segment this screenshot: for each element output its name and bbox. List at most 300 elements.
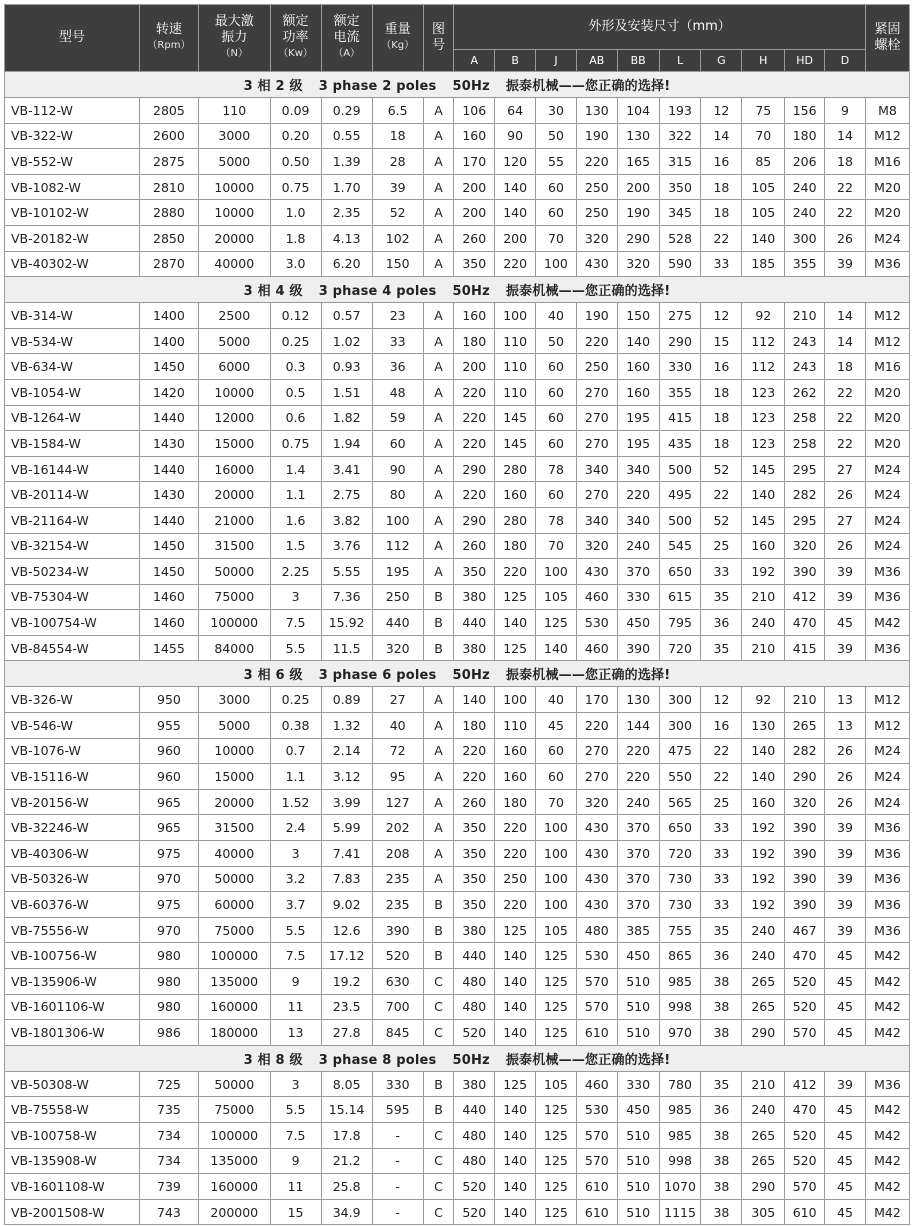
value-cell: 59 bbox=[372, 405, 423, 431]
value-cell: B bbox=[423, 610, 454, 636]
value-cell: 470 bbox=[785, 610, 825, 636]
value-cell: 470 bbox=[785, 943, 825, 969]
value-cell: M24 bbox=[865, 533, 909, 559]
table-row bbox=[5, 98, 910, 124]
value-cell: 0.3 bbox=[270, 354, 321, 380]
value-cell: 1.5 bbox=[270, 533, 321, 559]
value-cell: 27 bbox=[825, 507, 866, 533]
value-cell: 125 bbox=[536, 1148, 577, 1174]
value-cell: 7.83 bbox=[321, 866, 372, 892]
value-cell: 200 bbox=[454, 354, 495, 380]
value-cell: 290 bbox=[742, 1174, 785, 1200]
value-cell: 320 bbox=[576, 225, 617, 251]
value-cell: 0.5 bbox=[270, 379, 321, 405]
value-cell: 64 bbox=[495, 98, 536, 124]
value-cell: 1400 bbox=[139, 328, 198, 354]
value-cell: 440 bbox=[454, 943, 495, 969]
value-cell: 270 bbox=[576, 379, 617, 405]
value-cell: 140 bbox=[495, 1174, 536, 1200]
value-cell: 570 bbox=[576, 969, 617, 995]
value-cell: 1.02 bbox=[321, 328, 372, 354]
value-cell: 250 bbox=[372, 584, 423, 610]
value-cell: 112 bbox=[372, 533, 423, 559]
value-cell: 480 bbox=[454, 994, 495, 1020]
value-cell: 160000 bbox=[199, 1174, 270, 1200]
value-cell: 3 bbox=[270, 584, 321, 610]
value-cell: 320 bbox=[617, 251, 659, 277]
value-cell: 185 bbox=[742, 251, 785, 277]
value-cell: M20 bbox=[865, 174, 909, 200]
table-row bbox=[5, 994, 910, 1020]
value-cell: 350 bbox=[454, 251, 495, 277]
value-cell: 6.5 bbox=[372, 98, 423, 124]
value-cell: 39 bbox=[825, 635, 866, 661]
value-cell: 385 bbox=[617, 917, 659, 943]
value-cell: 0.7 bbox=[270, 738, 321, 764]
value-cell: M12 bbox=[865, 328, 909, 354]
value-cell: 320 bbox=[372, 635, 423, 661]
value-cell: 160 bbox=[495, 764, 536, 790]
value-cell: 45 bbox=[825, 610, 866, 636]
model-cell: VB-534-W bbox=[5, 328, 140, 354]
value-cell: 145 bbox=[495, 431, 536, 457]
value-cell: 0.55 bbox=[321, 123, 372, 149]
table-row bbox=[5, 610, 910, 636]
value-cell: 450 bbox=[617, 943, 659, 969]
value-cell: 380 bbox=[454, 917, 495, 943]
section-cn: 3 相 4 级 bbox=[243, 284, 303, 300]
value-cell: A bbox=[423, 405, 454, 431]
value-cell: 200 bbox=[617, 174, 659, 200]
table-row bbox=[5, 866, 910, 892]
model-cell: VB-16144-W bbox=[5, 456, 140, 482]
value-cell: 955 bbox=[139, 713, 198, 739]
value-cell: 130 bbox=[617, 687, 659, 713]
value-cell: B bbox=[423, 1071, 454, 1097]
value-cell: 595 bbox=[372, 1097, 423, 1123]
value-cell: 610 bbox=[576, 1174, 617, 1200]
table-row bbox=[5, 431, 910, 457]
value-cell: 0.75 bbox=[270, 174, 321, 200]
value-cell: 210 bbox=[785, 687, 825, 713]
value-cell: 190 bbox=[617, 200, 659, 226]
model-cell: VB-75558-W bbox=[5, 1097, 140, 1123]
value-cell: 220 bbox=[576, 149, 617, 175]
value-cell: 45 bbox=[825, 1199, 866, 1225]
value-cell: 390 bbox=[785, 892, 825, 918]
table-row bbox=[5, 533, 910, 559]
value-cell: 18 bbox=[701, 200, 742, 226]
header-power: 额定功率 （Kw） bbox=[270, 5, 321, 72]
value-cell: 1.52 bbox=[270, 789, 321, 815]
value-cell: 700 bbox=[372, 994, 423, 1020]
value-cell: 15 bbox=[701, 328, 742, 354]
value-cell: A bbox=[423, 251, 454, 277]
value-cell: 40000 bbox=[199, 841, 270, 867]
model-cell: VB-40306-W bbox=[5, 841, 140, 867]
value-cell: 21000 bbox=[199, 507, 270, 533]
value-cell: 2880 bbox=[139, 200, 198, 226]
value-cell: 60 bbox=[372, 431, 423, 457]
value-cell: M36 bbox=[865, 917, 909, 943]
value-cell: 160 bbox=[454, 123, 495, 149]
value-cell: A bbox=[423, 815, 454, 841]
value-cell: 36 bbox=[701, 610, 742, 636]
model-cell: VB-552-W bbox=[5, 149, 140, 175]
value-cell: 10000 bbox=[199, 174, 270, 200]
value-cell: 100 bbox=[372, 507, 423, 533]
value-cell: 795 bbox=[659, 610, 701, 636]
value-cell: 430 bbox=[576, 866, 617, 892]
value-cell: A bbox=[423, 354, 454, 380]
value-cell: 1.51 bbox=[321, 379, 372, 405]
value-cell: 45 bbox=[825, 1174, 866, 1200]
value-cell: 1450 bbox=[139, 559, 198, 585]
table-row bbox=[5, 917, 910, 943]
value-cell: 734 bbox=[139, 1122, 198, 1148]
value-cell: 980 bbox=[139, 994, 198, 1020]
value-cell: 78 bbox=[536, 507, 577, 533]
header-dim-b: B bbox=[495, 50, 536, 72]
model-cell: VB-100754-W bbox=[5, 610, 140, 636]
value-cell: 985 bbox=[659, 1122, 701, 1148]
table-body bbox=[5, 72, 910, 1225]
value-cell: 156 bbox=[785, 98, 825, 124]
value-cell: A bbox=[423, 123, 454, 149]
value-cell: 3.76 bbox=[321, 533, 372, 559]
value-cell: A bbox=[423, 533, 454, 559]
value-cell: 33 bbox=[372, 328, 423, 354]
value-cell: 2600 bbox=[139, 123, 198, 149]
value-cell: 105 bbox=[742, 200, 785, 226]
value-cell: 220 bbox=[576, 713, 617, 739]
value-cell: 20000 bbox=[199, 482, 270, 508]
value-cell: 7.41 bbox=[321, 841, 372, 867]
header-dimensions: 外形及安装尺寸（mm） bbox=[454, 5, 866, 50]
value-cell: 35 bbox=[701, 917, 742, 943]
value-cell: 90 bbox=[372, 456, 423, 482]
value-cell: 0.6 bbox=[270, 405, 321, 431]
value-cell: 282 bbox=[785, 738, 825, 764]
value-cell: B bbox=[423, 1097, 454, 1123]
value-cell: 1430 bbox=[139, 482, 198, 508]
value-cell: 12.6 bbox=[321, 917, 372, 943]
model-cell: VB-84554-W bbox=[5, 635, 140, 661]
value-cell: 140 bbox=[495, 969, 536, 995]
header-bolt: 紧固螺栓 bbox=[865, 5, 909, 72]
value-cell: 295 bbox=[785, 456, 825, 482]
value-cell: 220 bbox=[495, 841, 536, 867]
value-cell: 510 bbox=[617, 994, 659, 1020]
model-cell: VB-1264-W bbox=[5, 405, 140, 431]
value-cell: 240 bbox=[785, 200, 825, 226]
value-cell: 240 bbox=[785, 174, 825, 200]
header-speed: 转速 （Rpm） bbox=[139, 5, 198, 72]
value-cell: 1115 bbox=[659, 1199, 701, 1225]
value-cell: 38 bbox=[701, 1122, 742, 1148]
value-cell: 720 bbox=[659, 841, 701, 867]
value-cell: 220 bbox=[495, 251, 536, 277]
header-dim-a: A bbox=[454, 50, 495, 72]
section-cn: 3 相 2 级 bbox=[243, 79, 303, 94]
value-cell: 3000 bbox=[199, 123, 270, 149]
value-cell: 3.41 bbox=[321, 456, 372, 482]
value-cell: 45 bbox=[536, 713, 577, 739]
value-cell: 1.8 bbox=[270, 225, 321, 251]
value-cell: 5000 bbox=[199, 149, 270, 175]
value-cell: 570 bbox=[576, 1148, 617, 1174]
value-cell: 38 bbox=[701, 1020, 742, 1046]
value-cell: 220 bbox=[495, 892, 536, 918]
section-heading bbox=[5, 277, 910, 303]
header-dim-h: H bbox=[742, 50, 785, 72]
value-cell: 290 bbox=[454, 507, 495, 533]
value-cell: 570 bbox=[785, 1020, 825, 1046]
value-cell: 975 bbox=[139, 892, 198, 918]
value-cell: M36 bbox=[865, 584, 909, 610]
value-cell: 125 bbox=[536, 1199, 577, 1225]
value-cell: 140 bbox=[495, 994, 536, 1020]
value-cell: 12 bbox=[701, 687, 742, 713]
table-row bbox=[5, 149, 910, 175]
value-cell: M8 bbox=[865, 98, 909, 124]
value-cell: 1.4 bbox=[270, 456, 321, 482]
value-cell: 350 bbox=[454, 559, 495, 585]
value-cell: 18 bbox=[825, 149, 866, 175]
value-cell: 150 bbox=[617, 303, 659, 329]
value-cell: 26 bbox=[825, 482, 866, 508]
value-cell: 15.14 bbox=[321, 1097, 372, 1123]
value-cell: 480 bbox=[454, 1122, 495, 1148]
value-cell: 18 bbox=[701, 174, 742, 200]
value-cell: 243 bbox=[785, 354, 825, 380]
value-cell: 100000 bbox=[199, 1122, 270, 1148]
value-cell: 1460 bbox=[139, 610, 198, 636]
value-cell: 7.5 bbox=[270, 943, 321, 969]
value-cell: A bbox=[423, 866, 454, 892]
value-cell: 25.8 bbox=[321, 1174, 372, 1200]
value-cell: 92 bbox=[742, 687, 785, 713]
value-cell: 467 bbox=[785, 917, 825, 943]
model-cell: VB-2001508-W bbox=[5, 1199, 140, 1225]
value-cell: 265 bbox=[785, 713, 825, 739]
value-cell: 720 bbox=[659, 635, 701, 661]
model-cell: VB-135906-W bbox=[5, 969, 140, 995]
value-cell: M36 bbox=[865, 892, 909, 918]
value-cell: 190 bbox=[576, 123, 617, 149]
value-cell: 970 bbox=[659, 1020, 701, 1046]
value-cell: M42 bbox=[865, 1174, 909, 1200]
section-hz: 50Hz bbox=[452, 668, 490, 684]
value-cell: 1.32 bbox=[321, 713, 372, 739]
value-cell: 412 bbox=[785, 1071, 825, 1097]
value-cell: 250 bbox=[576, 200, 617, 226]
value-cell: 1450 bbox=[139, 533, 198, 559]
model-cell: VB-1601108-W bbox=[5, 1174, 140, 1200]
value-cell: 2.25 bbox=[270, 559, 321, 585]
value-cell: 430 bbox=[576, 251, 617, 277]
value-cell: 240 bbox=[617, 789, 659, 815]
value-cell: 220 bbox=[454, 431, 495, 457]
value-cell: 210 bbox=[742, 635, 785, 661]
value-cell: 270 bbox=[576, 482, 617, 508]
value-cell: 125 bbox=[495, 635, 536, 661]
value-cell: M36 bbox=[865, 815, 909, 841]
value-cell: - bbox=[372, 1122, 423, 1148]
value-cell: 52 bbox=[372, 200, 423, 226]
value-cell: 16 bbox=[701, 149, 742, 175]
value-cell: M42 bbox=[865, 1122, 909, 1148]
value-cell: 125 bbox=[536, 610, 577, 636]
value-cell: 305 bbox=[742, 1199, 785, 1225]
value-cell: 200 bbox=[495, 225, 536, 251]
table-row bbox=[5, 841, 910, 867]
header-dim-d: D bbox=[825, 50, 866, 72]
value-cell: 3000 bbox=[199, 687, 270, 713]
value-cell: 130 bbox=[742, 713, 785, 739]
value-cell: 390 bbox=[785, 866, 825, 892]
value-cell: 140 bbox=[495, 200, 536, 226]
value-cell: 9.02 bbox=[321, 892, 372, 918]
value-cell: 743 bbox=[139, 1199, 198, 1225]
value-cell: M24 bbox=[865, 456, 909, 482]
value-cell: A bbox=[423, 431, 454, 457]
value-cell: 370 bbox=[617, 892, 659, 918]
value-cell: 970 bbox=[139, 866, 198, 892]
value-cell: 48 bbox=[372, 379, 423, 405]
value-cell: 52 bbox=[701, 456, 742, 482]
value-cell: A bbox=[423, 149, 454, 175]
value-cell: 1430 bbox=[139, 431, 198, 457]
value-cell: 975 bbox=[139, 841, 198, 867]
value-cell: 150 bbox=[372, 251, 423, 277]
table-row bbox=[5, 405, 910, 431]
value-cell: 1.1 bbox=[270, 482, 321, 508]
value-cell: 160 bbox=[742, 533, 785, 559]
value-cell: 315 bbox=[659, 149, 701, 175]
value-cell: 38 bbox=[701, 1199, 742, 1225]
value-cell: 160 bbox=[495, 482, 536, 508]
value-cell: 135000 bbox=[199, 1148, 270, 1174]
value-cell: 390 bbox=[785, 841, 825, 867]
model-cell: VB-50326-W bbox=[5, 866, 140, 892]
value-cell: 100 bbox=[495, 303, 536, 329]
value-cell: 5.99 bbox=[321, 815, 372, 841]
value-cell: 50000 bbox=[199, 866, 270, 892]
value-cell: 7.5 bbox=[270, 1122, 321, 1148]
value-cell: 5.5 bbox=[270, 635, 321, 661]
value-cell: 0.29 bbox=[321, 98, 372, 124]
value-cell: 180 bbox=[495, 533, 536, 559]
value-cell: 220 bbox=[495, 559, 536, 585]
value-cell: 26 bbox=[825, 764, 866, 790]
value-cell: 2805 bbox=[139, 98, 198, 124]
value-cell: 14 bbox=[825, 123, 866, 149]
value-cell: 210 bbox=[742, 1071, 785, 1097]
value-cell: C bbox=[423, 1122, 454, 1148]
section-hz: 50Hz bbox=[452, 79, 490, 94]
table-row bbox=[5, 1174, 910, 1200]
value-cell: M36 bbox=[865, 251, 909, 277]
value-cell: 165 bbox=[617, 149, 659, 175]
value-cell: 1.39 bbox=[321, 149, 372, 175]
value-cell: 340 bbox=[576, 456, 617, 482]
value-cell: 160 bbox=[617, 379, 659, 405]
value-cell: 38 bbox=[701, 1148, 742, 1174]
value-cell: 250 bbox=[576, 354, 617, 380]
value-cell: 2870 bbox=[139, 251, 198, 277]
model-cell: VB-112-W bbox=[5, 98, 140, 124]
value-cell: 39 bbox=[825, 584, 866, 610]
value-cell: 965 bbox=[139, 815, 198, 841]
value-cell: 35 bbox=[701, 1071, 742, 1097]
value-cell: 520 bbox=[372, 943, 423, 969]
value-cell: 220 bbox=[454, 379, 495, 405]
value-cell: A bbox=[423, 98, 454, 124]
value-cell: 16000 bbox=[199, 456, 270, 482]
section-heading bbox=[5, 1045, 910, 1071]
value-cell: 520 bbox=[454, 1020, 495, 1046]
value-cell: 965 bbox=[139, 789, 198, 815]
value-cell: 610 bbox=[576, 1199, 617, 1225]
value-cell: 415 bbox=[785, 635, 825, 661]
value-cell: 39 bbox=[825, 251, 866, 277]
value-cell: 1440 bbox=[139, 507, 198, 533]
value-cell: 22 bbox=[701, 764, 742, 790]
value-cell: M16 bbox=[865, 149, 909, 175]
value-cell: 50 bbox=[536, 123, 577, 149]
value-cell: 1.6 bbox=[270, 507, 321, 533]
value-cell: A bbox=[423, 764, 454, 790]
value-cell: 18 bbox=[701, 431, 742, 457]
value-cell: 11.5 bbox=[321, 635, 372, 661]
header-dim-g: G bbox=[701, 50, 742, 72]
value-cell: A bbox=[423, 738, 454, 764]
value-cell: 140 bbox=[536, 635, 577, 661]
value-cell: M42 bbox=[865, 969, 909, 995]
value-cell: 123 bbox=[742, 405, 785, 431]
value-cell: A bbox=[423, 225, 454, 251]
value-cell: 0.25 bbox=[270, 328, 321, 354]
value-cell: 320 bbox=[785, 789, 825, 815]
value-cell: A bbox=[423, 559, 454, 585]
value-cell: 40 bbox=[372, 713, 423, 739]
value-cell: 31500 bbox=[199, 533, 270, 559]
value-cell: M24 bbox=[865, 225, 909, 251]
value-cell: A bbox=[423, 303, 454, 329]
value-cell: 36 bbox=[701, 943, 742, 969]
value-cell: A bbox=[423, 328, 454, 354]
value-cell: 220 bbox=[454, 764, 495, 790]
value-cell: 630 bbox=[372, 969, 423, 995]
value-cell: 40 bbox=[536, 303, 577, 329]
value-cell: 180000 bbox=[199, 1020, 270, 1046]
section-en: 3 phase 2 poles bbox=[318, 79, 437, 94]
value-cell: 510 bbox=[617, 1199, 659, 1225]
value-cell: 480 bbox=[454, 969, 495, 995]
model-cell: VB-1076-W bbox=[5, 738, 140, 764]
value-cell: A bbox=[423, 456, 454, 482]
value-cell: 192 bbox=[742, 892, 785, 918]
value-cell: A bbox=[423, 174, 454, 200]
value-cell: 192 bbox=[742, 866, 785, 892]
value-cell: 140 bbox=[495, 1199, 536, 1225]
value-cell: 530 bbox=[576, 943, 617, 969]
value-cell: 16 bbox=[701, 713, 742, 739]
value-cell: 590 bbox=[659, 251, 701, 277]
value-cell: 2875 bbox=[139, 149, 198, 175]
value-cell: 280 bbox=[495, 507, 536, 533]
